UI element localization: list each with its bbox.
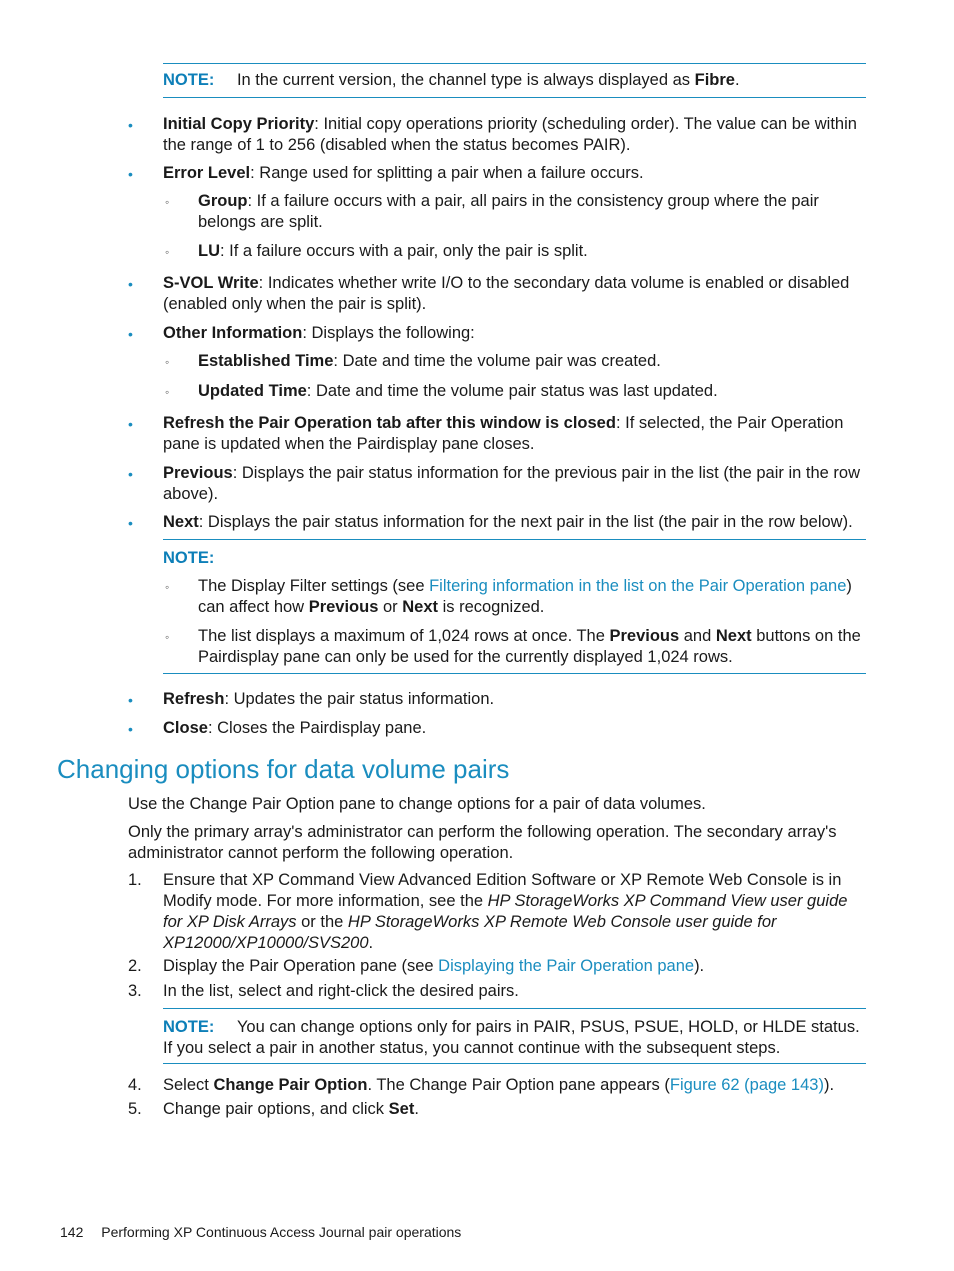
sub-bullet-icon: ◦ (165, 580, 170, 594)
list-item-refresh (163, 689, 869, 710)
term: Refresh (163, 690, 225, 708)
text: is recognized. (438, 598, 545, 616)
term: Previous (308, 598, 379, 616)
desc: : If selected, the Pair Operation pane is updated when the Pairdisplay pane closes. (163, 414, 844, 453)
desc: : Displays the pair status information for the previous pair in the list (the pair in the row above). (163, 464, 860, 503)
text: Ensure that XP Command View Advanced Edition Software or XP Remote Web Console is in Modify mode. For more information, see the (163, 871, 842, 910)
bullet-icon: • (128, 326, 133, 342)
text: ). (694, 957, 705, 975)
text: Select (163, 1076, 214, 1094)
list-item-close (163, 718, 869, 739)
paragraph-intro: Use the Change Pair Option pane to change options for a pair of data volumes. (128, 795, 706, 813)
note-box-display-filter (163, 539, 866, 674)
sub-bullet-icon: ◦ (165, 630, 170, 644)
text: The list displays a maximum of 1,024 rows at once. The (198, 627, 610, 645)
sub-item-updated-time (198, 381, 868, 402)
sub-bullet-icon: ◦ (165, 245, 170, 259)
term: Initial Copy Priority (163, 115, 315, 133)
note-label: NOTE: (163, 549, 215, 567)
text: . The Change Pair Option pane appears ( (367, 1076, 670, 1094)
bullet-icon: • (128, 416, 133, 432)
step-1 (163, 870, 869, 954)
term: LU (198, 242, 220, 260)
term: Other Information (163, 324, 303, 342)
text: . (414, 1100, 419, 1118)
bullet-icon: • (128, 276, 133, 292)
desc: : Date and time the volume pair status was last updated. (306, 382, 718, 400)
term: Next (402, 598, 438, 616)
list-item-previous (163, 463, 869, 505)
doc-title: HP StorageWorks XP Remote Web Console user guide for XP12000/XP10000/SVS200 (163, 913, 777, 952)
list-item-next (163, 512, 869, 533)
term: Change Pair Option (213, 1076, 368, 1094)
step-3: In the list, select and right-click the desired pairs. (163, 982, 519, 1000)
text: ) can affect how (198, 577, 852, 616)
step-2 (163, 956, 869, 977)
sub-item-established-time (198, 351, 868, 372)
note-item-max-rows (198, 626, 868, 668)
list-item-refresh-tab (163, 413, 869, 455)
text: Display the Pair Operation pane (see (163, 957, 439, 975)
term: Previous (609, 627, 680, 645)
paragraph-admin: Only the primary array's administrator can perform the following operation. The secondary array's administrator cannot perform the following operation. (128, 823, 837, 862)
section-heading: Changing options for data volume pairs (57, 754, 510, 784)
page-number: 142 (60, 1224, 84, 1240)
text: The Display Filter settings (see (198, 577, 430, 595)
bullet-icon: • (128, 166, 133, 182)
note-content (163, 1017, 866, 1059)
desc: : Updates the pair status information. (224, 690, 495, 708)
step-number: 1. (128, 871, 142, 889)
note-box-channel-type (163, 63, 866, 98)
list-item-initial-copy-priority (163, 114, 869, 156)
list-item-other-information (163, 323, 869, 344)
list-item-svol-write (163, 273, 869, 315)
note-bold: Fibre (694, 71, 735, 89)
note-label: NOTE: (163, 1018, 215, 1036)
page-footer (60, 1222, 461, 1243)
desc: : Initial copy operations priority (scheduling order). The value can be within the range of 1 to 256 (disabled when the status becomes PAIR). (163, 115, 857, 154)
step-number: 3. (128, 982, 142, 1000)
text: or (378, 598, 403, 616)
list-item-error-level (163, 163, 869, 184)
sub-bullet-icon: ◦ (165, 385, 170, 399)
note-end: . (734, 71, 740, 89)
term: Group (198, 192, 248, 210)
step-4 (163, 1075, 869, 1096)
bullet-icon: • (128, 692, 133, 708)
desc: : Displays the following: (302, 324, 475, 342)
link-displaying-pair-operation-pane[interactable]: Displaying the Pair Operation pane (438, 957, 695, 975)
text: Change pair options, and click (163, 1100, 389, 1118)
step-5 (163, 1099, 869, 1120)
step-number: 2. (128, 957, 142, 975)
link-filtering-information[interactable]: Filtering information in the list on the Pair Operation pane (429, 577, 847, 595)
sub-item-lu (198, 241, 868, 262)
note-item-display-filter (198, 576, 868, 618)
text: and (679, 627, 716, 645)
bullet-icon: • (128, 721, 133, 737)
term: Error Level (163, 164, 251, 182)
bullet-icon: • (128, 515, 133, 531)
term: Refresh the Pair Operation tab after this window is closed (163, 414, 616, 432)
footer-title: Performing XP Continuous Access Journal pair operations (101, 1224, 462, 1240)
link-figure-62[interactable]: Figure 62 (page 143) (669, 1076, 824, 1094)
text: . (368, 934, 374, 952)
sub-bullet-icon: ◦ (165, 355, 170, 369)
term: Next (163, 513, 199, 531)
doc-title: HP StorageWorks XP Command View user guide for XP Disk Arrays (163, 892, 848, 931)
bullet-icon: • (128, 466, 133, 482)
sub-bullet-icon: ◦ (165, 195, 170, 209)
term: Previous (163, 464, 233, 482)
step-number: 5. (128, 1100, 142, 1118)
term: S-VOL Write (163, 274, 259, 292)
desc: : Indicates whether write I/O to the secondary data volume is enabled or disabled (enabled only when the pair is split). (163, 274, 850, 313)
term: Close (163, 719, 208, 737)
desc: : Closes the Pairdisplay pane. (207, 719, 427, 737)
sub-item-group (198, 191, 868, 233)
term: Next (715, 627, 752, 645)
term: Updated Time (198, 382, 307, 400)
note-text: In the current version, the channel type is always displayed as (236, 71, 695, 89)
desc: : Range used for splitting a pair when a failure occurs. (250, 164, 644, 182)
desc: : If a failure occurs with a pair, all pairs in the consistency group where the pair belongs are split. (198, 192, 819, 231)
text: ). (823, 1076, 835, 1094)
step-number: 4. (128, 1076, 142, 1094)
term: Established Time (198, 352, 334, 370)
term: Set (388, 1100, 415, 1118)
desc: : If a failure occurs with a pair, only the pair is split. (220, 242, 588, 260)
note-label: NOTE: (163, 71, 215, 89)
desc: : Date and time the volume pair was created. (333, 352, 661, 370)
desc: : Displays the pair status information for the next pair in the list (the pair in the row below). (198, 513, 853, 531)
bullet-icon: • (128, 117, 133, 133)
text: or the (296, 913, 348, 931)
note-box-pair-status (163, 1008, 866, 1064)
text: buttons on the Pairdisplay pane can only be used for the currently displayed 1,024 rows. (198, 627, 861, 666)
note-text: You can change options only for pairs in PAIR, PSUS, PSUE, HOLD, or HLDE status. If you select a pair in another status, you cannot continue with the subsequent steps. (163, 1018, 860, 1057)
